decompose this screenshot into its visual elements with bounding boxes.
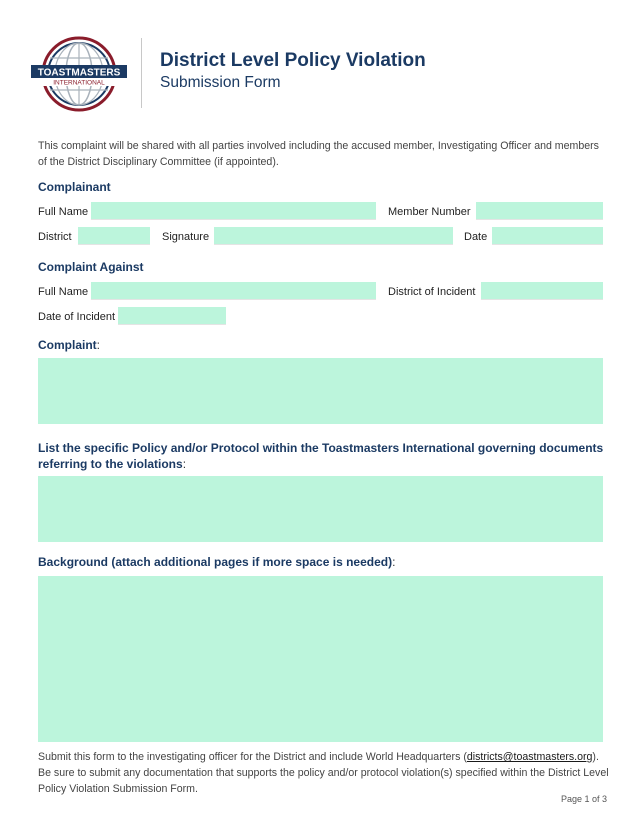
page-title: District Level Policy Violation — [160, 50, 426, 71]
policy-heading-line2: referring to the violations: — [38, 457, 187, 471]
globe-logo-icon — [28, 36, 130, 112]
email-link[interactable]: districts@toastmasters.org — [466, 751, 593, 763]
svg-text:TOASTMASTERS: TOASTMASTERS — [37, 67, 121, 79]
background-textarea[interactable] — [38, 576, 603, 742]
complainant-district-input[interactable] — [78, 227, 150, 245]
against-full-name-input[interactable] — [91, 282, 376, 300]
date-label: Date — [464, 231, 488, 243]
background-heading: Background (attach additional pages if more space is needed): — [38, 555, 396, 569]
complaint-heading: Complaint: — [38, 338, 101, 352]
signature-label: Signature — [162, 231, 210, 243]
intro-text: This complaint will be shared with all parties involved including the accused member, Investigating Officer and members of the District Disciplinary Committee (if appointed). — [38, 140, 599, 168]
complaint-against-heading: Complaint Against — [38, 260, 144, 274]
complainant-district-label: District — [38, 231, 72, 243]
complainant-full-name-label: Full Name — [38, 206, 89, 218]
complainant-heading: Complainant — [38, 180, 111, 194]
member-number-input[interactable] — [476, 202, 603, 220]
date-of-incident-label: Date of Incident — [38, 311, 116, 323]
footer-instructions: Submit this form to the investigating officer for the District and include World Headquarters (districts@toastmasters.org). Be sure to submit any documentation that supports the policy and/or protocol violation(s) specified within the District Level Policy Violation Submission Form. — [38, 751, 609, 795]
policy-textarea[interactable] — [38, 476, 603, 542]
complaint-textarea[interactable] — [38, 358, 603, 424]
page-subtitle: Submission Form — [160, 74, 281, 91]
policy-heading-line1: List the specific Policy and/or Protocol within the Toastmasters International governing documents — [38, 441, 604, 455]
svg-text:INTERNATIONAL: INTERNATIONAL — [53, 79, 105, 87]
header-divider — [141, 38, 142, 108]
signature-input[interactable] — [214, 227, 453, 245]
date-input[interactable] — [492, 227, 603, 245]
district-of-incident-input[interactable] — [481, 282, 603, 300]
member-number-label: Member Number — [388, 206, 471, 218]
complainant-full-name-input[interactable] — [91, 202, 376, 220]
district-of-incident-label: District of Incident — [388, 286, 476, 298]
toastmasters-logo — [28, 36, 130, 112]
page-number: Page 1 of 3 — [561, 794, 608, 804]
date-of-incident-input[interactable] — [118, 307, 226, 325]
against-full-name-label: Full Name — [38, 286, 89, 298]
